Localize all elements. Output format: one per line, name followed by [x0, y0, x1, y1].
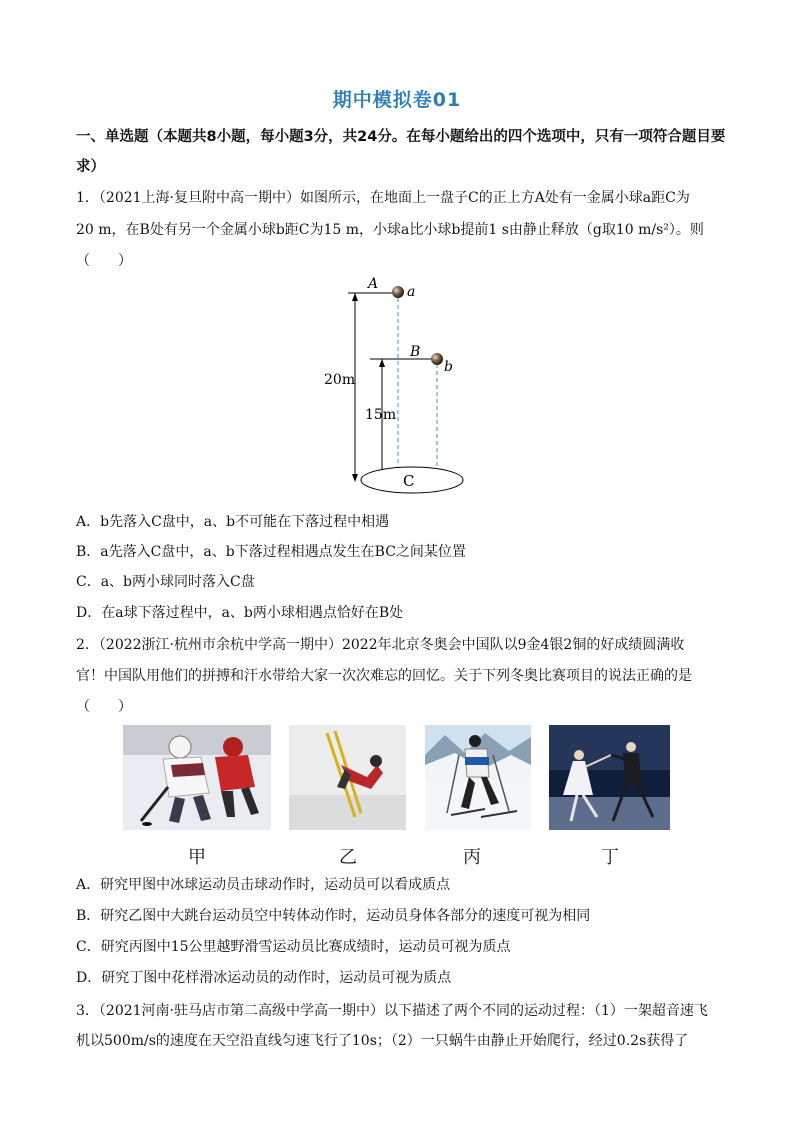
photo-big-air: [289, 725, 406, 830]
q2-answer-blank: （ ）: [76, 699, 132, 715]
q1-option-a: A．b先落入C盘中，a、b不可能在下落过程中相遇: [76, 514, 390, 530]
section-heading-line2: 求）: [76, 159, 105, 175]
photo-cross-country: [425, 725, 531, 830]
q1-option-c: C．a、b两小球同时落入C盘: [76, 574, 255, 590]
q1-option-d: D．在a球下落过程中，a、b两小球相遇点恰好在B处: [76, 605, 404, 621]
label-b: b: [444, 359, 453, 375]
photo-label-ding: 丁: [601, 847, 619, 868]
section-heading: [76, 122, 726, 182]
arrow-20m-top-head: [352, 293, 358, 301]
photo-label-bing: 丙: [463, 847, 481, 868]
arrow-20m-bottom-head: [352, 474, 358, 482]
page-title: 期中模拟卷01: [332, 89, 462, 111]
photo-label-jia: 甲: [188, 847, 206, 868]
q2-option-c: C．研究丙图中15公里越野滑雪运动员比赛成绩时，运动员可视为质点: [76, 939, 511, 955]
ball-b: [431, 353, 443, 365]
photo-ice-hockey: [123, 725, 271, 830]
section-heading-line1: 一、单选题（本题共8小题，每小题3分，共24分。在每小题给出的四个选项中，只有一项符合题目要: [76, 129, 726, 145]
q2-line2: 官！中国队用他们的拼搏和汗水带给大家一次次难忘的回忆。关于下列冬奥比赛项目的说法正确的是: [76, 668, 692, 684]
arrow-15m-top-head: [379, 359, 385, 367]
q1-line1: 1．（2021上海·复旦附中高一期中）如图所示，在地面上一盘子C的正上方A处有一金属小球a距C为: [76, 190, 690, 206]
q3-line2: 机以500m/s的速度在天空沿直线匀速飞行了10s；（2）一只蜗牛由静止开始爬行，经过0.2s获得了: [76, 1033, 689, 1049]
q2-option-a: A．研究甲图中冰球运动员击球动作时，运动员可以看成质点: [76, 877, 451, 893]
photo-label-yi: 乙: [339, 847, 357, 868]
q1-line2: 20 m，在B处有另一个金属小球b距C为15 m，小球a比小球b提前1 s由静止释放（g取10 m/s²）。则: [76, 222, 704, 238]
q2-option-d: D．研究丁图中花样滑冰运动员的动作时，运动员可视为质点: [76, 970, 452, 986]
photo-figure-skating: [549, 725, 670, 830]
label-20m: 20m: [324, 372, 356, 388]
label-B: B: [410, 344, 421, 360]
q1-option-b: B．a先落入C盘中，a、b下落过程相遇点发生在BC之间某位置: [76, 544, 466, 560]
q1-answer-blank: （ ）: [76, 253, 132, 269]
label-15m: 15m: [365, 407, 397, 423]
label-A: A: [368, 276, 379, 292]
label-a: a: [407, 284, 416, 300]
q2-line1: 2．（2022浙江·杭州市余杭中学高一期中）2022年北京冬奥会中国队以9金4银2铜的好成绩圆满收: [76, 637, 685, 653]
ball-a: [392, 286, 404, 298]
q1-figure: [315, 270, 495, 505]
q3-line1: 3．（2021河南·驻马店市第二高级中学高一期中）以下描述了两个不同的运动过程：（1）一架超音速飞: [76, 1003, 708, 1019]
label-C: C: [403, 472, 415, 490]
q2-option-b: B．研究乙图中大跳台运动员空中转体动作时，运动员身体各部分的速度可视为相同: [76, 908, 591, 924]
